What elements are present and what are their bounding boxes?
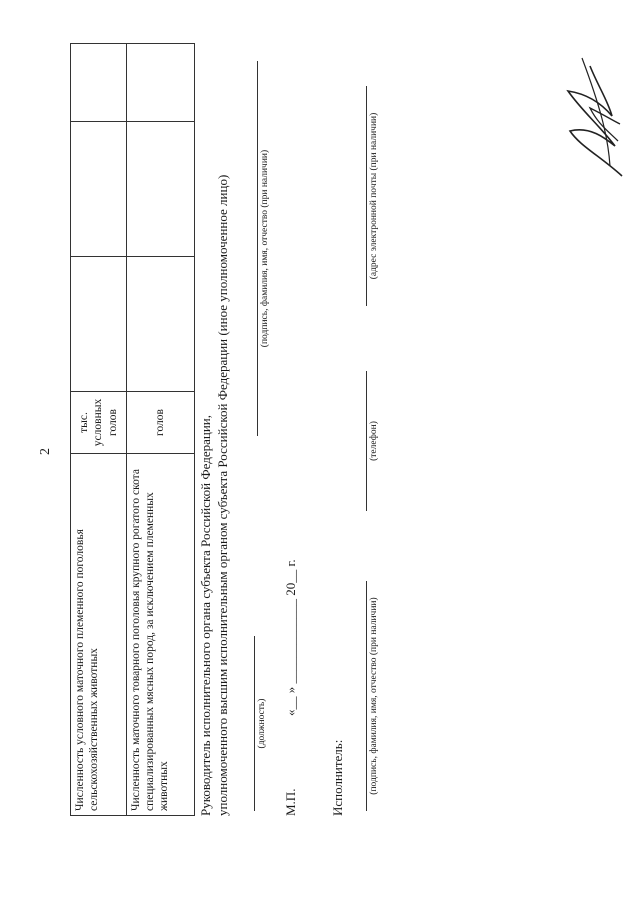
date-line: [283, 559, 299, 716]
date-year-suffix: г.: [283, 559, 298, 567]
date-year-prefix: 20: [283, 582, 298, 596]
value-cell: [71, 257, 127, 392]
page-number: 2: [38, 448, 53, 455]
indicator-cell: Численность условного маточного племенного поголовья сельскохозяйственных животных: [71, 454, 127, 816]
executor-label: Исполнитель:: [330, 739, 345, 816]
head-title-line1: Руководитель исполнительного органа субъекта Российской Федерации,: [198, 414, 213, 816]
phone-caption: (телефон): [369, 421, 379, 461]
position-line: [254, 636, 255, 811]
handwritten-signature: [560, 46, 635, 186]
value-cell: [127, 44, 195, 122]
head-signature-caption: (подпись, фамилия, имя, отчество (при наличии): [260, 149, 270, 348]
executor-signature-caption: (подпись, фамилия, имя, отчество (при наличии): [369, 597, 379, 795]
date-day-blank: __: [283, 696, 298, 710]
executor-signature-line: [366, 581, 367, 811]
position-caption: (должность): [257, 698, 267, 749]
stamp-label: М.П.: [283, 788, 298, 816]
unit-cell: тыс. условных голов: [71, 392, 127, 454]
email-line: [366, 86, 367, 306]
unit-cell: голов: [127, 392, 195, 454]
date-close-quote: »: [283, 686, 298, 694]
value-cell: [127, 122, 195, 257]
table-row: [127, 44, 195, 816]
value-cell: [71, 122, 127, 257]
head-title-line2: уполномоченного высшим исполнительным органом субъекта Российской Федерации (иное уполномоченное лицо): [215, 174, 230, 816]
indicators-table: [70, 43, 195, 816]
table-row: [71, 44, 127, 816]
value-cell: [71, 44, 127, 122]
email-caption: (адрес электронной почты (при наличии): [369, 112, 379, 280]
phone-line: [366, 371, 367, 511]
head-signature-line: [257, 61, 258, 436]
date-open-quote: «: [283, 709, 298, 716]
value-cell: [127, 257, 195, 392]
indicator-cell: Численность маточного товарного поголовья крупного рогатого скота специализированных мясных пород, за исключением племенных животных: [127, 454, 195, 816]
date-year-blank: __: [283, 569, 298, 583]
date-month-blank: _____________: [283, 599, 298, 684]
